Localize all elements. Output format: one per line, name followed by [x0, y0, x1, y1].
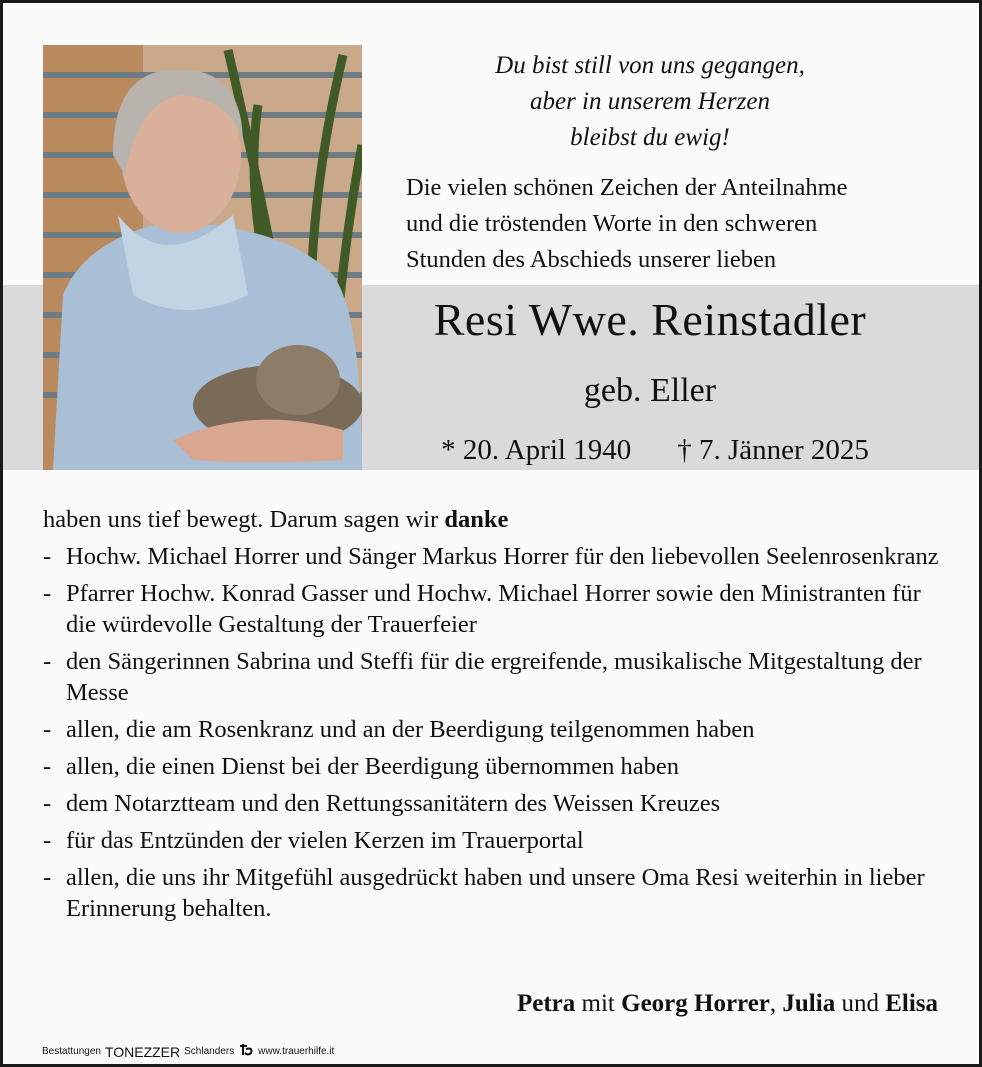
footer-place: Schlanders [184, 1046, 235, 1057]
thanks-item [43, 751, 943, 782]
dash-bullet: - [43, 543, 52, 570]
portrait-photo [43, 45, 362, 470]
lead-text: haben uns tief bewegt. Darum sagen wir [43, 506, 445, 533]
thanks-item [43, 825, 943, 856]
poem [420, 48, 880, 156]
thanks-item [43, 862, 943, 924]
trauerhilfe-logo-icon [238, 1043, 254, 1060]
signer: Petra [516, 990, 576, 1017]
thanks-item-text: allen, die uns ihr Mitgefühl ausgedrückt haben und unsere Oma Resi weiterhin in lieber Erinnerung behalten. [66, 864, 925, 922]
sig-sep: , [769, 990, 783, 1017]
poem-line: aber in unserem Herzen [529, 88, 770, 115]
thanks-list [43, 541, 943, 924]
footer [42, 1043, 334, 1060]
poem-line: bleibst du ewig! [570, 124, 730, 151]
thanks-item [43, 541, 943, 572]
thanks-item-text: für das Entzünden der vielen Kerzen im Trauerportal [66, 827, 584, 854]
sig-sep: mit [575, 990, 622, 1017]
thanks-item-text: den Sängerinnen Sabrina und Steffi für die ergreifende, musikalische Mitgestaltung der Messe [66, 648, 922, 706]
dash-bullet: - [43, 716, 52, 743]
thanks-item-text: allen, die am Rosenkranz und an der Beerdigung teilgenommen haben [66, 716, 755, 743]
death-date: † 7. Jänner 2025 [677, 434, 869, 466]
thanks-item [43, 646, 943, 708]
footer-prefix: Bestattungen [42, 1046, 101, 1057]
dash-bullet: - [43, 790, 52, 817]
intro-line: Die vielen schönen Zeichen der Anteilnahme [406, 174, 848, 201]
thanks-item-text: Hochw. Michael Horrer und Sänger Markus Horrer für den liebevollen Seelenrosenkranz [66, 543, 939, 570]
thanks-body [43, 504, 943, 930]
thanks-item-text: allen, die einen Dienst bei der Beerdigung übernommen haben [66, 753, 679, 780]
intro-text [406, 170, 966, 278]
footer-brand: TONEZZER [104, 1043, 181, 1060]
footer-url[interactable]: www.trauerhilfe.it [258, 1046, 335, 1057]
thanks-item [43, 788, 943, 819]
thanks-word: danke [444, 506, 509, 533]
dash-bullet: - [43, 864, 52, 891]
signer: Julia [782, 990, 836, 1017]
dash-bullet: - [43, 753, 52, 780]
poem-line: Du bist still von uns gegangen, [495, 52, 805, 79]
intro-line: Stunden des Abschieds unserer lieben [406, 246, 777, 273]
dash-bullet: - [43, 827, 52, 854]
signer: Elisa [885, 990, 938, 1017]
thanks-item-text: Pfarrer Hochw. Konrad Gasser und Hochw. Michael Horrer sowie den Ministranten für die würdevolle Gestaltung der Trauerfeier [66, 580, 921, 638]
birth-name: geb. Eller [583, 372, 717, 409]
thanks-item [43, 578, 943, 640]
thanks-item [43, 714, 943, 745]
sig-sep: und [835, 990, 886, 1017]
thanks-item-text: dem Notarztteam und den Rettungssanitätern des Weissen Kreuzes [66, 790, 721, 817]
life-dates [405, 434, 905, 467]
signer: Georg Horrer [621, 990, 770, 1017]
thanks-lead [43, 504, 943, 535]
dash-bullet: - [43, 648, 52, 675]
intro-line: und die tröstenden Worte in den schweren [406, 210, 818, 237]
birth-date: * 20. April 1940 [441, 434, 632, 466]
dash-bullet: - [43, 580, 52, 607]
deceased-name: Resi Wwe. Reinstadler [433, 294, 867, 345]
signature [517, 990, 938, 1018]
